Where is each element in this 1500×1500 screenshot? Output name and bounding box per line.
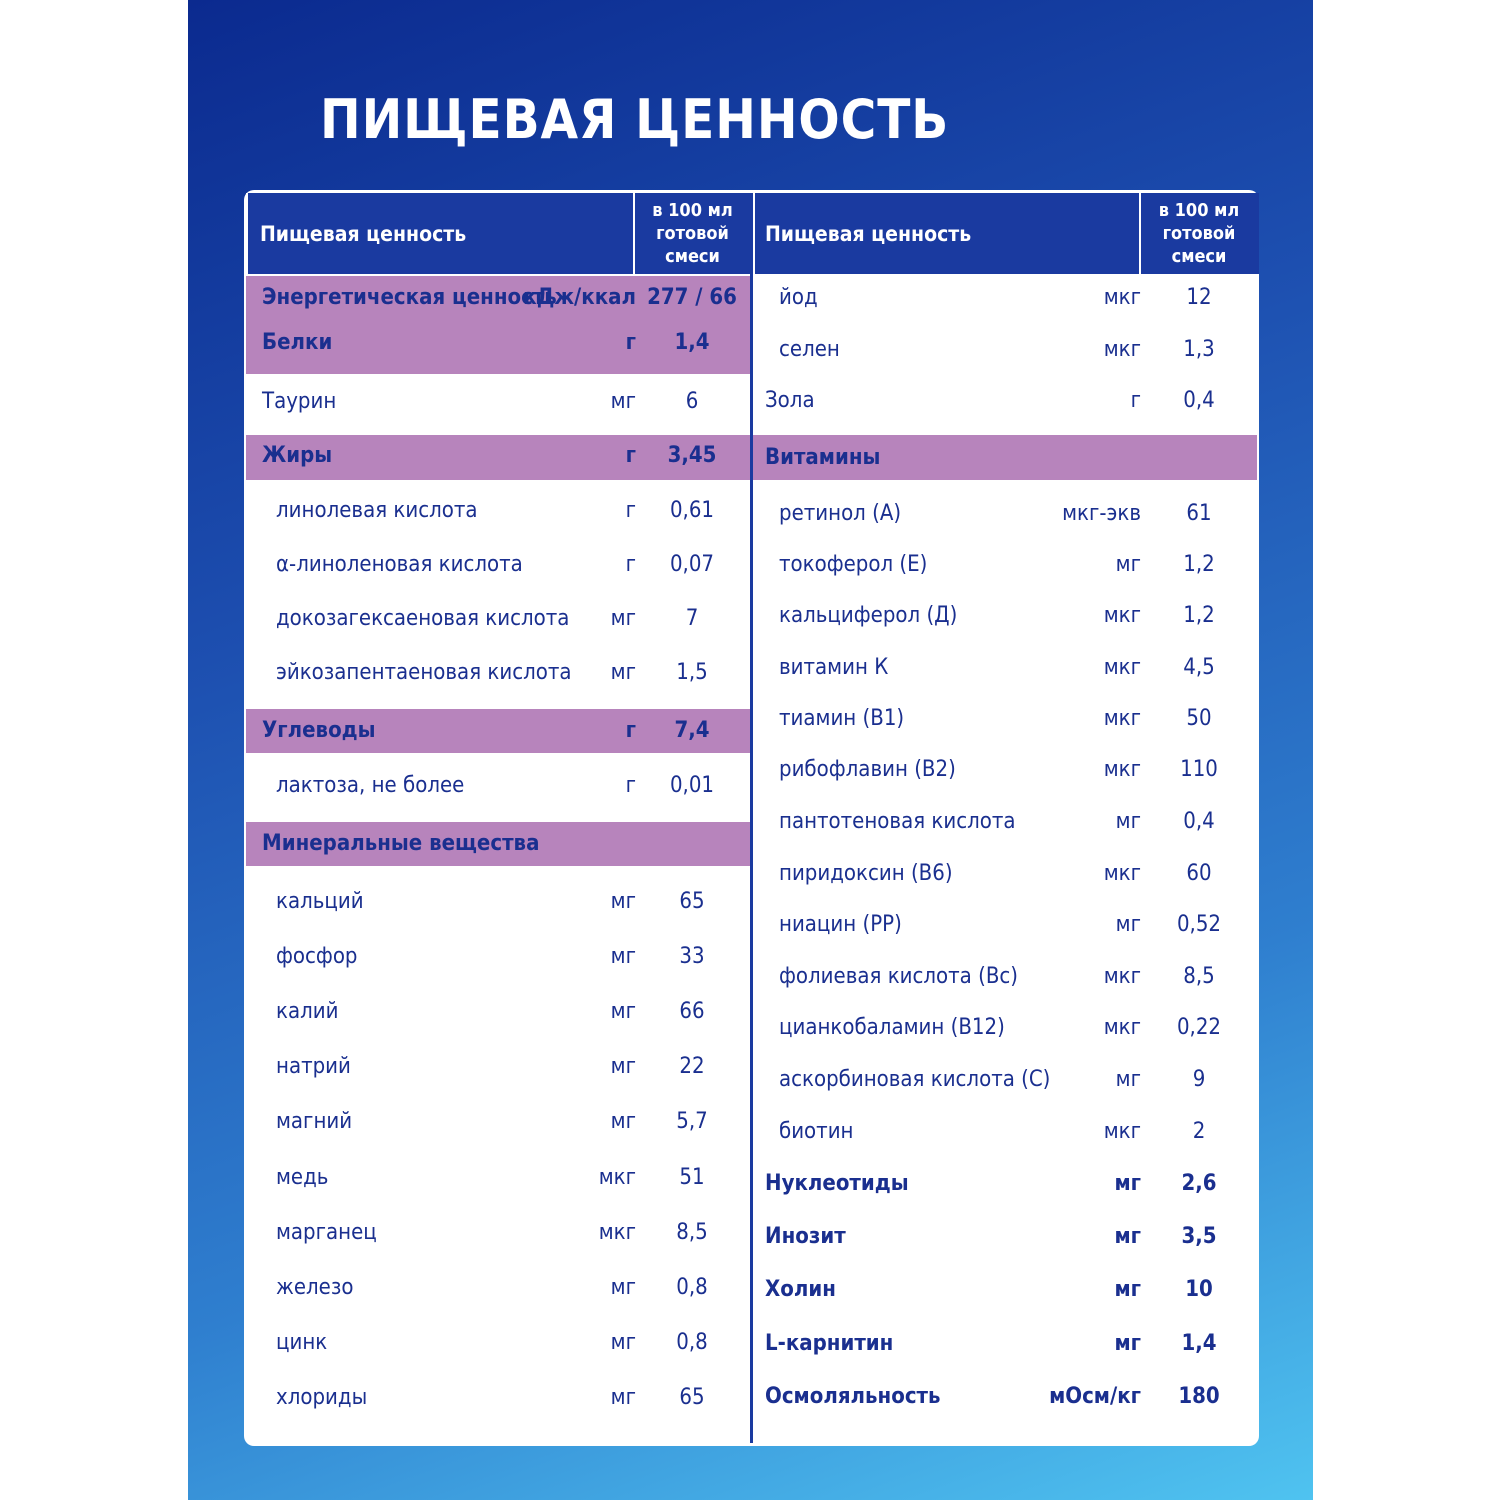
row-unit: г [625, 773, 636, 798]
row-value: 0,4 [1183, 809, 1215, 834]
row-value: 1,5 [676, 660, 708, 685]
row-unit: г [625, 498, 636, 523]
left-table-row [262, 278, 748, 318]
row-unit: г [625, 718, 636, 743]
row-value: 9 [1192, 1067, 1206, 1092]
row-value: 65 [679, 1385, 705, 1410]
left-table-row [262, 323, 748, 363]
left-table-row [262, 992, 748, 1032]
row-value: 0,22 [1176, 1015, 1222, 1040]
row-value: 0,8 [676, 1275, 708, 1300]
row-unit: мкг [1103, 655, 1141, 680]
row-value: 0,01 [669, 773, 715, 798]
row-name: рибофлавин (В2) [779, 757, 956, 782]
row-name: медь [276, 1165, 329, 1190]
row-value: 3,45 [667, 443, 717, 468]
row-name: хлориды [276, 1385, 368, 1410]
row-value: 6 [685, 389, 699, 414]
row-name: витамин К [779, 655, 889, 680]
row-value: 1,4 [674, 330, 710, 355]
row-name: фосфор [276, 944, 358, 969]
row-name: Энергетическая ценность [262, 285, 557, 310]
right-table-row [765, 381, 1255, 421]
row-name: цианкобаламин (В12) [779, 1015, 1005, 1040]
row-name: йод [779, 285, 818, 310]
row-name: Осмоляльность [765, 1384, 941, 1409]
row-name: марганец [276, 1220, 377, 1245]
right-table-row [765, 1377, 1255, 1417]
left-table-row [262, 1158, 748, 1198]
right-table-row [765, 1270, 1255, 1310]
left-table-row [262, 436, 748, 476]
row-value: 0,4 [1183, 388, 1215, 413]
per-line-3: смеси [1171, 246, 1227, 267]
row-name: Зола [765, 388, 815, 413]
right-table-row [765, 905, 1255, 945]
row-unit: мг [610, 999, 636, 1024]
row-name: токоферол (Е) [779, 552, 928, 577]
row-name: L-карнитин [765, 1331, 894, 1356]
right-table-row [765, 1112, 1255, 1152]
right-table-row [765, 1008, 1255, 1048]
row-unit: мг [610, 606, 636, 631]
row-unit: мкг-экв [1062, 501, 1141, 526]
row-value: 2,6 [1181, 1171, 1217, 1196]
row-unit: мг [1114, 1224, 1141, 1249]
row-name: кальций [276, 889, 364, 914]
row-value: 22 [679, 1054, 705, 1079]
row-unit: мг [1114, 1331, 1141, 1356]
row-unit: мкг [1103, 964, 1141, 989]
left-table-row [262, 882, 748, 922]
row-unit: мг [610, 1054, 636, 1079]
right-table-row [765, 438, 1255, 478]
right-table-row [765, 957, 1255, 997]
row-unit: мг [1115, 809, 1141, 834]
row-name: Углеводы [262, 718, 376, 743]
row-name: пиридоксин (В6) [779, 861, 953, 886]
row-name: линолевая кислота [276, 498, 478, 523]
row-name: Холин [765, 1277, 836, 1302]
row-unit: мкг [1103, 861, 1141, 886]
row-unit: кДж/ккал [523, 285, 636, 310]
row-unit: мкг [1103, 1119, 1141, 1144]
row-value: 1,2 [1183, 603, 1215, 628]
row-value: 10 [1185, 1277, 1213, 1302]
row-value: 277 / 66 [647, 285, 737, 310]
row-unit: мкг [598, 1165, 636, 1190]
row-name: аскорбиновая кислота (С) [779, 1067, 1051, 1092]
right-table-row [765, 1164, 1255, 1204]
row-value: 1,2 [1183, 552, 1215, 577]
left-table-row [262, 1213, 748, 1253]
row-value [1143, 438, 1255, 478]
row-name: Нуклеотиды [765, 1171, 909, 1196]
row-value: 4,5 [1183, 655, 1215, 680]
row-value: 7 [685, 606, 699, 631]
row-value: 180 [1178, 1384, 1220, 1409]
right-table-row [765, 278, 1255, 318]
row-unit: мкг [1103, 603, 1141, 628]
row-unit: мкг [1103, 337, 1141, 362]
row-value: 5,7 [676, 1109, 708, 1134]
row-name: пантотеновая кислота [779, 809, 1016, 834]
row-value: 0,07 [669, 552, 715, 577]
right-table-row [765, 699, 1255, 739]
row-name: цинк [276, 1330, 328, 1355]
row-value: 110 [1180, 757, 1218, 782]
right-header-per-100ml [1141, 193, 1257, 274]
row-name: биотин [779, 1119, 854, 1144]
row-name: Инозит [765, 1224, 846, 1249]
per-line-1: в 100 мл [1158, 200, 1240, 221]
row-name: Белки [262, 330, 333, 355]
row-value [636, 824, 748, 864]
left-table-row [262, 382, 748, 422]
row-unit: мг [1115, 912, 1141, 937]
right-table-row [765, 1217, 1255, 1257]
row-name: эйкозапентаеновая кислота [276, 660, 572, 685]
row-value: 66 [679, 999, 705, 1024]
row-value: 12 [1186, 285, 1212, 310]
left-table-row [262, 766, 748, 806]
row-value: 33 [679, 944, 705, 969]
column-divider [750, 193, 753, 1443]
per-line-1: в 100 мл [652, 200, 733, 221]
right-header-label: Пищевая ценность [765, 221, 972, 246]
row-name: ниацин (РР) [779, 912, 902, 937]
right-table-row [765, 854, 1255, 894]
row-name: калий [276, 999, 339, 1024]
row-unit: мг [610, 1275, 636, 1300]
row-unit: мг [610, 1385, 636, 1410]
row-unit: мг [1114, 1277, 1141, 1302]
row-value: 2 [1192, 1119, 1206, 1144]
left-table-row [262, 1268, 748, 1308]
per-line-2: готовой [656, 223, 729, 244]
right-table-row [765, 330, 1255, 370]
page-title: ПИЩЕВАЯ ЦЕННОСТЬ [320, 88, 950, 151]
row-unit: мг [610, 1109, 636, 1134]
row-unit: мг [1114, 1171, 1141, 1196]
row-unit: мг [610, 889, 636, 914]
row-name: железо [276, 1275, 354, 1300]
left-header-label: Пищевая ценность [260, 221, 467, 246]
row-unit: мкг [1103, 1015, 1141, 1040]
right-table-row [765, 1324, 1255, 1364]
row-value: 0,61 [669, 498, 715, 523]
row-unit: мг [1115, 552, 1141, 577]
row-name: селен [779, 337, 840, 362]
row-name: тиамин (В1) [779, 706, 905, 731]
row-value: 60 [1186, 861, 1212, 886]
row-unit: г [1130, 388, 1141, 413]
left-header-per-100ml [635, 193, 750, 274]
left-table-row [262, 937, 748, 977]
right-table-row [765, 750, 1255, 790]
left-table-row [262, 653, 748, 693]
row-name: Витамины [765, 445, 881, 470]
left-table-row [262, 545, 748, 585]
right-table-row [765, 596, 1255, 636]
right-table-row [765, 494, 1255, 534]
row-value: 50 [1186, 706, 1212, 731]
left-table-row [262, 1378, 748, 1418]
row-value: 1,3 [1183, 337, 1215, 362]
left-table-row [262, 1102, 748, 1142]
row-unit: мг [610, 660, 636, 685]
row-unit: мг [610, 389, 636, 414]
left-table-row [262, 1047, 748, 1087]
row-unit: мг [1115, 1067, 1141, 1092]
per-line-2: готовой [1162, 223, 1236, 244]
row-value: 61 [1186, 501, 1212, 526]
row-name: кальциферол (Д) [779, 603, 958, 628]
row-value: 65 [679, 889, 705, 914]
row-value: 51 [679, 1165, 705, 1190]
row-value: 3,5 [1181, 1224, 1217, 1249]
row-name: магний [276, 1109, 353, 1134]
row-name: докозагексаеновая кислота [276, 606, 570, 631]
row-value: 0,8 [676, 1330, 708, 1355]
row-value: 8,5 [1183, 964, 1215, 989]
per-line-3: смеси [665, 246, 720, 267]
left-table-row [262, 824, 748, 864]
row-unit: г [625, 552, 636, 577]
left-table-row [262, 599, 748, 639]
row-value: 0,52 [1176, 912, 1222, 937]
left-table-row [262, 491, 748, 531]
right-table-row [765, 648, 1255, 688]
row-name: лактоза, не более [276, 773, 465, 798]
row-unit: мкг [598, 1220, 636, 1245]
row-value: 1,4 [1181, 1331, 1217, 1356]
row-value: 7,4 [674, 718, 710, 743]
row-unit: мОсм/кг [1049, 1384, 1141, 1409]
row-unit: мкг [1103, 757, 1141, 782]
row-name: ретинол (А) [779, 501, 902, 526]
row-name: Минеральные вещества [262, 831, 540, 856]
row-name: α-линоленовая кислота [276, 552, 523, 577]
row-unit: мкг [1103, 706, 1141, 731]
row-unit: мг [610, 1330, 636, 1355]
right-table-row [765, 1060, 1255, 1100]
row-name: фолиевая кислота (Вс) [779, 964, 1019, 989]
row-value: 8,5 [676, 1220, 708, 1245]
row-unit: мг [610, 944, 636, 969]
left-table-row [262, 711, 748, 751]
right-table-row [765, 545, 1255, 585]
row-unit: мкг [1103, 285, 1141, 310]
row-name: Жиры [262, 443, 333, 468]
row-name: натрий [276, 1054, 351, 1079]
right-table-row [765, 802, 1255, 842]
row-unit: г [625, 443, 636, 468]
row-name: Таурин [262, 389, 337, 414]
left-table-row [262, 1323, 748, 1363]
row-unit: г [625, 330, 636, 355]
